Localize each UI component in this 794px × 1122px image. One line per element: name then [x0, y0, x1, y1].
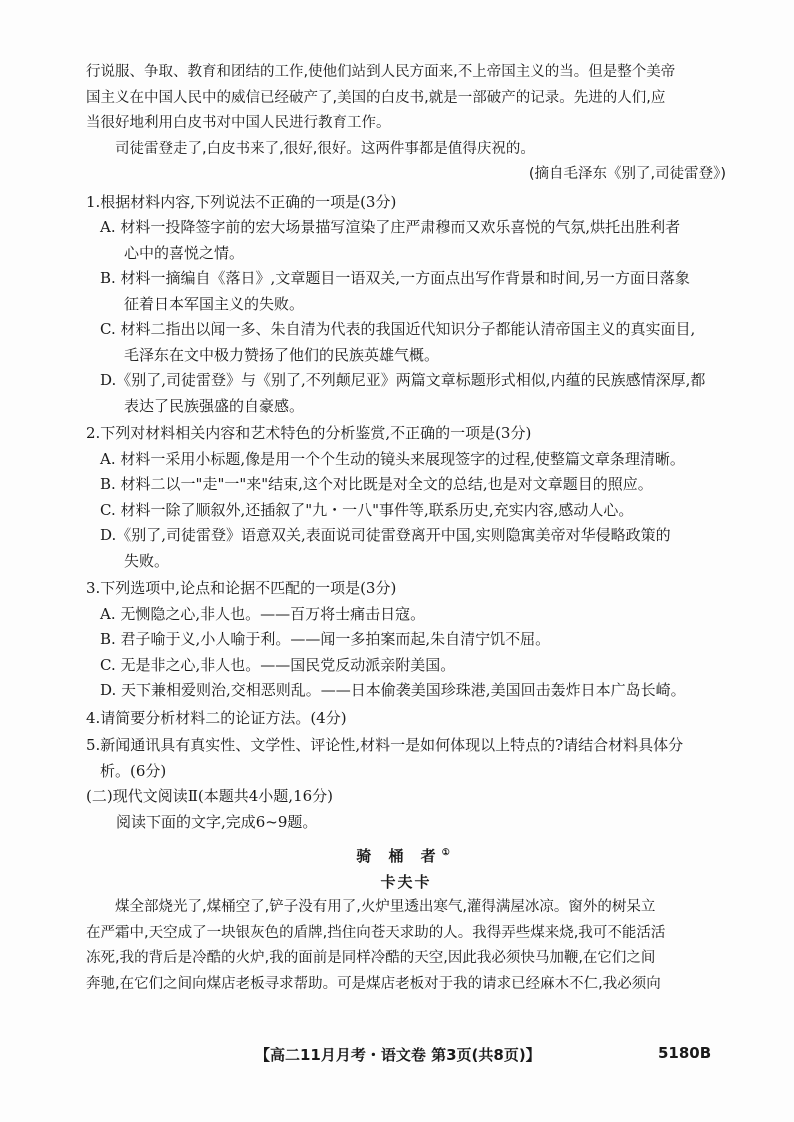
question-stem: 5.新闻通讯具有真实性、文学性、评论性,材料一是如何体现以上特点的?请结合材料具体分: [86, 736, 684, 754]
option-c: C. 无是非之心,非人也。——国民党反动派亲附美国。: [100, 655, 456, 674]
question-5: [86, 733, 726, 784]
passage-continuation: [86, 60, 726, 188]
option-a: A. 材料一采用小标题,像是用一个个生动的镜头来展现签字的过程,使整篇文章条理清晰。: [100, 449, 685, 468]
option-c: C. 材料二指出以闻一多、朱自清为代表的我国近代知识分子都能认清帝国主义的真实面目, 毛泽东在文中极力赞扬了他们的民族英雄气概。: [100, 320, 696, 364]
option-d: D. 天下兼相爱则治,交相恶则乱。——日本偷袭美国珍珠港,美国回击轰炸日本广岛长崎。: [100, 681, 686, 699]
option-b: B. 材料二以一"走"一"来"结束,这个对比既是对全文的总结,也是对文章题目的照应。: [100, 475, 653, 493]
footnote-marker: ①: [441, 848, 456, 858]
passage-line: 行说服、争取、教育和团结的工作,使他们站到人民方面来,不上帝国主义的当。但是整个美帝: [86, 64, 676, 80]
question-3: [86, 576, 726, 704]
story-author: 卡夫卡: [380, 872, 432, 891]
passage-line: 当很好地利用白皮书对中国人民进行教育工作。: [86, 115, 391, 131]
story-line: 在严霜中,天空成了一块银灰色的盾牌,挡住向苍天求助的人。我得弄些煤来烧,我可不能活活: [86, 924, 666, 941]
question-stem: 1.根据材料内容,下列说法不正确的一项是(3分): [86, 192, 397, 211]
footer-code: 5180B: [658, 1044, 712, 1062]
passage-closing: 司徒雷登走了,白皮书来了,很好,很好。这两件事都是值得庆祝的。: [115, 140, 535, 157]
section-heading: (二)现代文阅读Ⅱ(本题共4小题,16分): [86, 787, 334, 805]
story-line: 煤全部烧光了,煤桶空了,铲子没有用了,火炉里透出寒气,灌得满屋冰凉。窗外的树呆立: [115, 899, 656, 915]
section-instruction: 阅读下面的文字,完成6~9题。: [116, 812, 318, 831]
option-d: D.《别了,司徒雷登》语意双关,表面说司徒雷登离开中国,实则隐寓美帝对华侵略政策的 失败。: [100, 526, 671, 570]
story-line: 奔驰,在它们之间向煤店老板寻求帮助。可是煤店老板对于我的请求已经麻木不仁,我必须向: [86, 975, 661, 992]
passage-line: 国主义在中国人民中的威信已经破产了,美国的白皮书,就是一部破产的记录。先进的人们,应: [86, 89, 666, 106]
option-a: A. 无恻隐之心,非人也。——百万将士痛击日寇。: [100, 604, 426, 623]
option-c: C. 材料一除了顺叙外,还插叙了"九・一八"事件等,联系历史,充实内容,感动人心。: [100, 500, 634, 519]
story-title: 骑 桶 者①: [356, 847, 456, 865]
option-d: D.《别了,司徒雷登》与《别了,不列颠尼亚》两篇文章标题形式相似,内蕴的民族感情深厚,都 表达了民族强盛的自豪感。: [100, 371, 706, 415]
question-1: [86, 190, 726, 420]
question-stem: 2.下列对材料相关内容和艺术特色的分析鉴赏,不正确的一项是(3分): [86, 424, 532, 442]
question-stem-cont: 析。(6分): [100, 761, 167, 780]
question-stem: 3.下列选项中,论点和论据不匹配的一项是(3分): [86, 579, 397, 597]
story-line: 冻死,我的背后是冷酷的火炉,我的面前是同样冷酷的天空,因此我必须快马加鞭,在它们之间: [86, 950, 656, 966]
question-2: [86, 421, 726, 574]
page-content: [86, 60, 726, 997]
passage-source: (摘自毛泽东《别了,司徒雷登》): [528, 166, 726, 182]
question-4: 4.请简要分析材料二的论证方法。(4分): [86, 708, 347, 727]
option-a: A. 材料一投降签字前的宏大场景描写渲染了庄严肃穆而又欢乐喜悦的气氛,烘托出胜利者 心中的喜悦之情。: [100, 218, 681, 262]
footer-label: 【高二11月月考・语文卷 第3页(共8页)】: [255, 1046, 541, 1064]
option-b: B. 材料一摘编自《落日》,文章题目一语双关,一方面点出写作背景和时间,另一方面日落象 征着日本军国主义的失败。: [100, 269, 690, 313]
option-b: B. 君子喻于义,小人喻于利。——闻一多拍案而起,朱自清宁饥不屈。: [100, 630, 551, 648]
